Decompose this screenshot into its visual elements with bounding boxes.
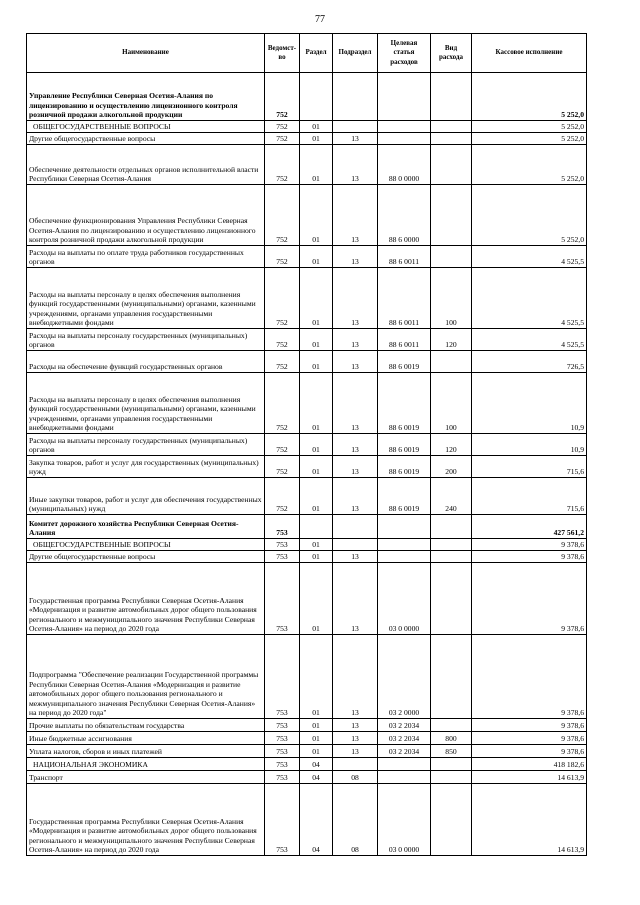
row-target-item-cell: 88 6 0011 bbox=[378, 329, 431, 351]
row-amount-cell: 5 252,0 bbox=[472, 145, 587, 185]
table-row bbox=[27, 268, 587, 329]
row-target-item-cell: 03 0 0000 bbox=[378, 784, 431, 856]
row-department-cell: 752 bbox=[265, 268, 300, 329]
row-section-cell: 01 bbox=[300, 373, 333, 434]
row-section-cell: 01 bbox=[300, 185, 333, 246]
row-target-item-cell: 03 0 0000 bbox=[378, 563, 431, 635]
row-section-cell: 01 bbox=[300, 551, 333, 563]
row-expense-type-cell bbox=[431, 145, 472, 185]
row-amount-cell: 418 182,6 bbox=[472, 758, 587, 771]
table-row bbox=[27, 758, 587, 771]
row-department-cell: 753 bbox=[265, 732, 300, 745]
row-subsection-cell: 13 bbox=[333, 635, 378, 719]
row-department-cell: 752 bbox=[265, 434, 300, 456]
row-subsection-cell bbox=[333, 539, 378, 551]
row-subsection-cell: 13 bbox=[333, 351, 378, 373]
row-section-cell: 01 bbox=[300, 268, 333, 329]
table-row bbox=[27, 185, 587, 246]
row-expense-type-cell bbox=[431, 539, 472, 551]
row-section-cell: 01 bbox=[300, 351, 333, 373]
table-row bbox=[27, 73, 587, 121]
row-amount-cell: 5 252,0 bbox=[472, 73, 587, 121]
table-row bbox=[27, 121, 587, 133]
row-department-cell: 752 bbox=[265, 351, 300, 373]
row-amount-cell: 5 252,0 bbox=[472, 133, 587, 145]
row-name-cell: Иные бюджетные ассигнования bbox=[27, 732, 265, 745]
row-target-item-cell: 88 6 0019 bbox=[378, 434, 431, 456]
column-header-department: Ведомст-во bbox=[265, 34, 300, 73]
row-target-item-cell: 03 2 2034 bbox=[378, 732, 431, 745]
row-name-cell: Уплата налогов, сборов и иных платежей bbox=[27, 745, 265, 758]
row-department-cell: 753 bbox=[265, 784, 300, 856]
row-name-cell: Расходы на выплаты персоналу в целях обеспечения выполнения функций государственными (муниципальными) органами, казенными учреждениями, органами управления государственными внебюджетными фондами bbox=[27, 268, 265, 329]
row-department-cell: 753 bbox=[265, 515, 300, 539]
table-row bbox=[27, 145, 587, 185]
row-subsection-cell: 08 bbox=[333, 784, 378, 856]
column-header-name: Наименование bbox=[27, 34, 265, 73]
row-name-cell: Другие общегосударственные вопросы bbox=[27, 551, 265, 563]
row-expense-type-cell bbox=[431, 635, 472, 719]
row-section-cell bbox=[300, 515, 333, 539]
row-amount-cell: 9 378,6 bbox=[472, 719, 587, 732]
row-subsection-cell: 13 bbox=[333, 732, 378, 745]
row-name-cell: Расходы на выплаты по оплате труда работников государственных органов bbox=[27, 246, 265, 268]
row-name-cell: Расходы на обеспечение функций государственных органов bbox=[27, 351, 265, 373]
row-name-cell: Комитет дорожного хозяйства Республики Северная Осетия-Алания bbox=[27, 515, 265, 539]
table-row bbox=[27, 515, 587, 539]
row-subsection-cell: 13 bbox=[333, 373, 378, 434]
row-amount-cell: 9 378,6 bbox=[472, 563, 587, 635]
row-section-cell: 01 bbox=[300, 732, 333, 745]
row-amount-cell: 4 525,5 bbox=[472, 246, 587, 268]
row-department-cell: 752 bbox=[265, 121, 300, 133]
row-subsection-cell: 13 bbox=[333, 478, 378, 515]
row-target-item-cell bbox=[378, 771, 431, 784]
row-department-cell: 752 bbox=[265, 185, 300, 246]
row-department-cell: 752 bbox=[265, 246, 300, 268]
budget-execution-table bbox=[26, 33, 587, 856]
row-section-cell: 01 bbox=[300, 745, 333, 758]
table-header-row bbox=[27, 34, 587, 73]
table-row bbox=[27, 719, 587, 732]
row-section-cell: 01 bbox=[300, 121, 333, 133]
table-row bbox=[27, 373, 587, 434]
row-expense-type-cell bbox=[431, 758, 472, 771]
row-section-cell: 01 bbox=[300, 434, 333, 456]
row-target-item-cell: 88 6 0019 bbox=[378, 456, 431, 478]
row-subsection-cell: 13 bbox=[333, 456, 378, 478]
row-subsection-cell: 13 bbox=[333, 329, 378, 351]
row-amount-cell: 14 613,9 bbox=[472, 771, 587, 784]
row-section-cell: 01 bbox=[300, 145, 333, 185]
row-department-cell: 752 bbox=[265, 73, 300, 121]
row-department-cell: 753 bbox=[265, 551, 300, 563]
table-row bbox=[27, 434, 587, 456]
row-name-cell: Расходы на выплаты персоналу государственных (муниципальных) органов bbox=[27, 434, 265, 456]
row-subsection-cell: 13 bbox=[333, 434, 378, 456]
row-section-cell: 01 bbox=[300, 563, 333, 635]
row-expense-type-cell: 240 bbox=[431, 478, 472, 515]
table-row bbox=[27, 133, 587, 145]
row-name-cell: Подпрограмма "Обеспечение реализации Государственной программы Республики Северная Осетия-Алания «Модернизация и развитие автомобильных дорог общего пользования регионального и межмуниципального значения Республики Северная Осетия-Алания» на период до 2020 года" bbox=[27, 635, 265, 719]
row-name-cell: Иные закупки товаров, работ и услуг для обеспечения государственных (муниципальных) нужд bbox=[27, 478, 265, 515]
table-row bbox=[27, 329, 587, 351]
row-subsection-cell bbox=[333, 758, 378, 771]
row-name-cell: Расходы на выплаты персоналу в целях обеспечения выполнения функций государственными (муниципальными) органами, казенными учреждениями, органами управления государственными внебюджетными фондами bbox=[27, 373, 265, 434]
row-target-item-cell: 03 2 2034 bbox=[378, 745, 431, 758]
table-row bbox=[27, 771, 587, 784]
row-amount-cell: 5 252,0 bbox=[472, 185, 587, 246]
row-amount-cell: 9 378,6 bbox=[472, 745, 587, 758]
row-section-cell: 04 bbox=[300, 771, 333, 784]
row-department-cell: 752 bbox=[265, 478, 300, 515]
row-name-cell: Закупка товаров, работ и услуг для государственных (муниципальных) нужд bbox=[27, 456, 265, 478]
table-row bbox=[27, 745, 587, 758]
row-target-item-cell: 88 6 0019 bbox=[378, 351, 431, 373]
row-name-cell: Транспорт bbox=[27, 771, 265, 784]
row-target-item-cell bbox=[378, 121, 431, 133]
row-expense-type-cell bbox=[431, 185, 472, 246]
row-expense-type-cell: 100 bbox=[431, 268, 472, 329]
row-subsection-cell: 13 bbox=[333, 133, 378, 145]
row-expense-type-cell bbox=[431, 246, 472, 268]
table-row bbox=[27, 246, 587, 268]
row-amount-cell: 5 252,0 bbox=[472, 121, 587, 133]
row-section-cell: 01 bbox=[300, 635, 333, 719]
table-row bbox=[27, 351, 587, 373]
row-department-cell: 752 bbox=[265, 133, 300, 145]
table-body bbox=[27, 73, 587, 856]
column-header-target-item: Целевая статья расходов bbox=[378, 34, 431, 73]
row-amount-cell: 4 525,5 bbox=[472, 329, 587, 351]
row-name-cell: Обеспечение деятельности отдельных органов исполнительной власти Республики Северная Осетия-Алания bbox=[27, 145, 265, 185]
row-section-cell bbox=[300, 73, 333, 121]
row-target-item-cell: 88 6 0019 bbox=[378, 478, 431, 515]
row-subsection-cell bbox=[333, 515, 378, 539]
table-row bbox=[27, 478, 587, 515]
row-expense-type-cell bbox=[431, 719, 472, 732]
row-department-cell: 753 bbox=[265, 719, 300, 732]
row-target-item-cell: 03 2 2034 bbox=[378, 719, 431, 732]
row-amount-cell: 427 561,2 bbox=[472, 515, 587, 539]
row-department-cell: 753 bbox=[265, 745, 300, 758]
row-expense-type-cell bbox=[431, 515, 472, 539]
row-name-cell: Расходы на выплаты персоналу государственных (муниципальных) органов bbox=[27, 329, 265, 351]
row-amount-cell: 4 525,5 bbox=[472, 268, 587, 329]
row-target-item-cell bbox=[378, 133, 431, 145]
row-name-cell: Обеспечение функционирования Управления Республики Северная Осетия-Алания по лицензированию и осуществлению лицензионного контроля розничной продажи алкогольной продукции bbox=[27, 185, 265, 246]
table-row bbox=[27, 551, 587, 563]
row-section-cell: 04 bbox=[300, 784, 333, 856]
row-name-cell: Государственная программа Республики Северная Осетия-Алания «Модернизация и развитие автомобильных дорог общего пользования регионального и межмуниципального значения Республики Северная Осетия-Алания» на период до 2020 года bbox=[27, 784, 265, 856]
row-section-cell: 01 bbox=[300, 246, 333, 268]
row-section-cell: 01 bbox=[300, 478, 333, 515]
row-subsection-cell: 13 bbox=[333, 719, 378, 732]
row-amount-cell: 9 378,6 bbox=[472, 635, 587, 719]
column-header-expense-type: Вид расхода bbox=[431, 34, 472, 73]
row-subsection-cell: 13 bbox=[333, 551, 378, 563]
row-expense-type-cell: 200 bbox=[431, 456, 472, 478]
row-amount-cell: 715,6 bbox=[472, 478, 587, 515]
row-name-cell: Управление Республики Северная Осетия-Алания по лицензированию и осуществлению лицензионного контроля розничной продажи алкогольной продукции bbox=[27, 73, 265, 121]
row-amount-cell: 10,9 bbox=[472, 434, 587, 456]
row-amount-cell: 9 378,6 bbox=[472, 539, 587, 551]
table-row bbox=[27, 456, 587, 478]
row-section-cell: 01 bbox=[300, 133, 333, 145]
column-header-subsection: Подраздел bbox=[333, 34, 378, 73]
row-name-cell: Другие общегосударственные вопросы bbox=[27, 133, 265, 145]
row-department-cell: 753 bbox=[265, 539, 300, 551]
row-expense-type-cell: 120 bbox=[431, 329, 472, 351]
row-department-cell: 752 bbox=[265, 456, 300, 478]
row-subsection-cell: 13 bbox=[333, 185, 378, 246]
row-department-cell: 753 bbox=[265, 771, 300, 784]
row-target-item-cell bbox=[378, 539, 431, 551]
row-department-cell: 753 bbox=[265, 563, 300, 635]
row-section-cell: 01 bbox=[300, 456, 333, 478]
row-amount-cell: 14 613,9 bbox=[472, 784, 587, 856]
row-target-item-cell: 88 6 0011 bbox=[378, 268, 431, 329]
row-subsection-cell: 13 bbox=[333, 246, 378, 268]
row-section-cell: 01 bbox=[300, 539, 333, 551]
row-target-item-cell bbox=[378, 551, 431, 563]
row-department-cell: 753 bbox=[265, 758, 300, 771]
row-target-item-cell: 88 6 0000 bbox=[378, 185, 431, 246]
row-amount-cell: 715,6 bbox=[472, 456, 587, 478]
row-subsection-cell: 13 bbox=[333, 745, 378, 758]
column-header-cash-execution: Кассовое исполнение bbox=[472, 34, 587, 73]
row-target-item-cell: 88 6 0019 bbox=[378, 373, 431, 434]
row-section-cell: 01 bbox=[300, 719, 333, 732]
row-expense-type-cell bbox=[431, 133, 472, 145]
row-target-item-cell: 03 2 0000 bbox=[378, 635, 431, 719]
row-expense-type-cell bbox=[431, 784, 472, 856]
row-expense-type-cell: 800 bbox=[431, 732, 472, 745]
table-row bbox=[27, 635, 587, 719]
row-subsection-cell: 08 bbox=[333, 771, 378, 784]
table-row bbox=[27, 539, 587, 551]
page-number: 77 bbox=[315, 14, 325, 25]
row-expense-type-cell bbox=[431, 551, 472, 563]
row-amount-cell: 726,5 bbox=[472, 351, 587, 373]
row-section-cell: 01 bbox=[300, 329, 333, 351]
row-target-item-cell: 88 0 0000 bbox=[378, 145, 431, 185]
row-subsection-cell bbox=[333, 73, 378, 121]
row-name-cell: НАЦИОНАЛЬНАЯ ЭКОНОМИКА bbox=[27, 758, 265, 771]
row-target-item-cell bbox=[378, 758, 431, 771]
row-target-item-cell bbox=[378, 73, 431, 121]
row-department-cell: 752 bbox=[265, 145, 300, 185]
row-department-cell: 752 bbox=[265, 373, 300, 434]
row-expense-type-cell bbox=[431, 771, 472, 784]
row-subsection-cell: 13 bbox=[333, 268, 378, 329]
row-name-cell: ОБЩЕГОСУДАРСТВЕННЫЕ ВОПРОСЫ bbox=[27, 121, 265, 133]
row-name-cell: Прочие выплаты по обязательствам государства bbox=[27, 719, 265, 732]
row-subsection-cell: 13 bbox=[333, 563, 378, 635]
row-amount-cell: 9 378,6 bbox=[472, 732, 587, 745]
row-expense-type-cell bbox=[431, 563, 472, 635]
row-expense-type-cell bbox=[431, 351, 472, 373]
row-section-cell: 04 bbox=[300, 758, 333, 771]
table-row bbox=[27, 563, 587, 635]
table-row bbox=[27, 732, 587, 745]
row-expense-type-cell: 120 bbox=[431, 434, 472, 456]
row-target-item-cell: 88 6 0011 bbox=[378, 246, 431, 268]
row-department-cell: 752 bbox=[265, 329, 300, 351]
row-subsection-cell: 13 bbox=[333, 145, 378, 185]
row-target-item-cell bbox=[378, 515, 431, 539]
table-row bbox=[27, 784, 587, 856]
row-expense-type-cell: 850 bbox=[431, 745, 472, 758]
row-amount-cell: 10,9 bbox=[472, 373, 587, 434]
row-department-cell: 753 bbox=[265, 635, 300, 719]
row-expense-type-cell bbox=[431, 73, 472, 121]
row-amount-cell: 9 378,6 bbox=[472, 551, 587, 563]
row-name-cell: ОБЩЕГОСУДАРСТВЕННЫЕ ВОПРОСЫ bbox=[27, 539, 265, 551]
column-header-section: Раздел bbox=[300, 34, 333, 73]
row-expense-type-cell bbox=[431, 121, 472, 133]
row-expense-type-cell: 100 bbox=[431, 373, 472, 434]
row-name-cell: Государственная программа Республики Северная Осетия-Алания «Модернизация и развитие автомобильных дорог общего пользования регионального и межмуниципального значения Республики Северная Осетия-Алания» на период до 2020 года bbox=[27, 563, 265, 635]
row-subsection-cell bbox=[333, 121, 378, 133]
